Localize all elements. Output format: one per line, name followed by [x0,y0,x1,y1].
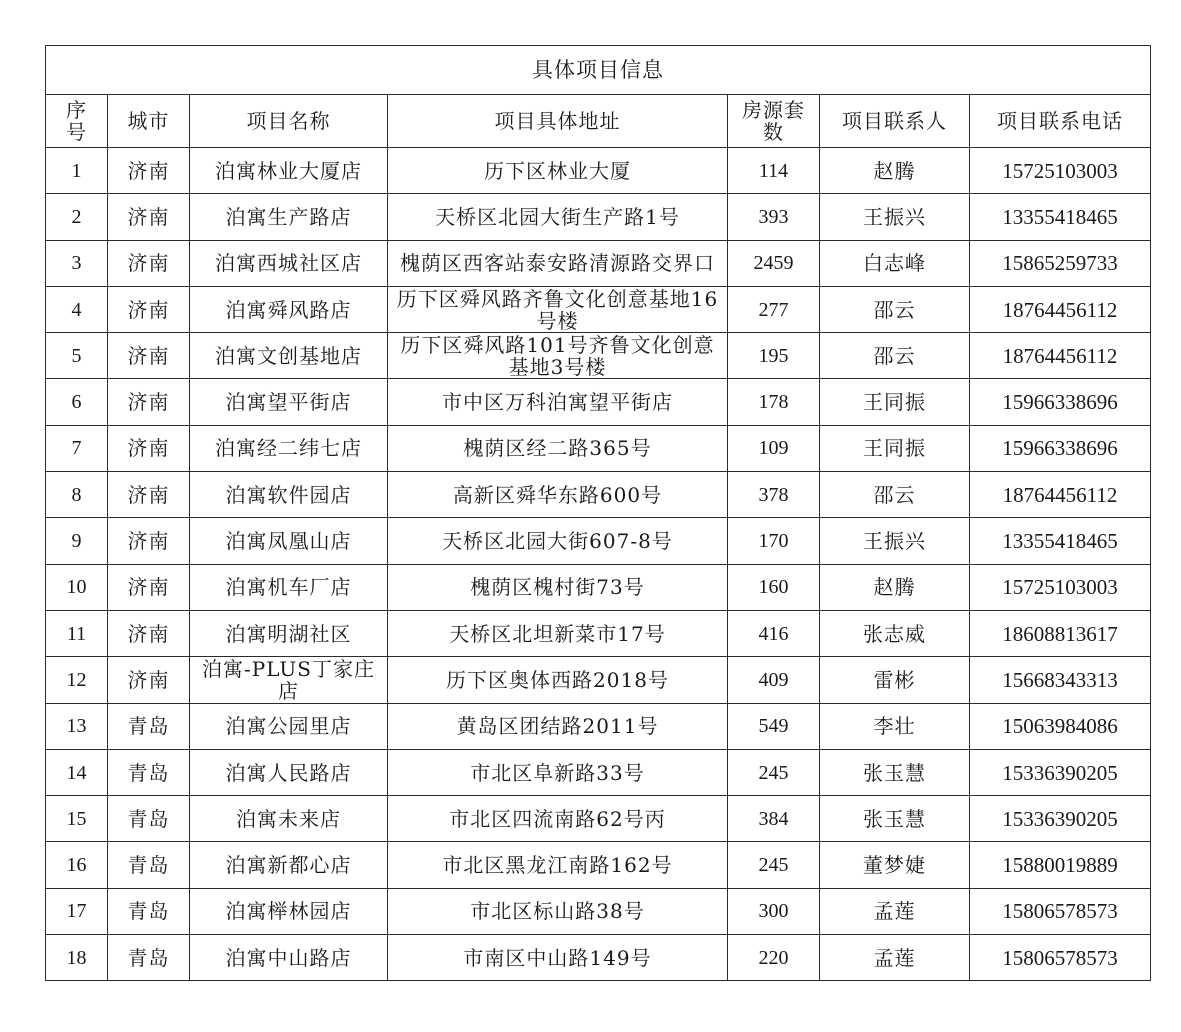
cell-units: 378 [728,472,820,518]
cell-units: 245 [728,842,820,888]
cell-contact: 王振兴 [820,194,970,240]
cell-units: 384 [728,796,820,842]
cell-contact: 邵云 [820,286,970,332]
table-row [46,888,1151,934]
table-row [46,379,1151,425]
cell-contact: 白志峰 [820,240,970,286]
cell-address: 槐荫区经二路365号 [388,425,728,471]
cell-address: 槐荫区槐村街73号 [388,564,728,610]
cell-city: 济南 [108,564,190,610]
cell-address: 天桥区北园大街607-8号 [388,518,728,564]
cell-contact: 王振兴 [820,518,970,564]
cell-index: 9 [46,518,108,564]
cell-index: 3 [46,240,108,286]
cell-index: 13 [46,703,108,749]
cell-phone: 18764456112 [970,472,1151,518]
table-row [46,472,1151,518]
cell-project-name: 泊寓机车厂店 [190,564,388,610]
cell-index: 15 [46,796,108,842]
cell-address: 天桥区北园大街生产路1号 [388,194,728,240]
cell-city: 济南 [108,518,190,564]
cell-contact: 邵云 [820,472,970,518]
cell-address: 历下区舜风路齐鲁文化创意基地16号楼 [388,286,728,332]
cell-address: 市北区黑龙江南路162号 [388,842,728,888]
cell-phone: 18608813617 [970,610,1151,656]
cell-city: 青岛 [108,796,190,842]
cell-contact: 王同振 [820,379,970,425]
cell-contact: 孟莲 [820,935,970,981]
cell-contact: 赵腾 [820,148,970,194]
cell-city: 济南 [108,379,190,425]
cell-units: 114 [728,148,820,194]
cell-index: 16 [46,842,108,888]
cell-index: 5 [46,333,108,379]
cell-city: 济南 [108,240,190,286]
cell-units: 409 [728,657,820,703]
cell-project-name: 泊寓明湖社区 [190,610,388,656]
cell-units: 300 [728,888,820,934]
cell-contact: 李壮 [820,703,970,749]
cell-contact: 张玉慧 [820,796,970,842]
cell-units: 416 [728,610,820,656]
cell-address: 历下区林业大厦 [388,148,728,194]
cell-phone: 18764456112 [970,333,1151,379]
cell-index: 10 [46,564,108,610]
cell-address: 历下区奥体西路2018号 [388,657,728,703]
table-row [46,564,1151,610]
cell-city: 济南 [108,610,190,656]
cell-contact: 张志威 [820,610,970,656]
cell-address: 黄岛区团结路2011号 [388,703,728,749]
cell-city: 济南 [108,657,190,703]
cell-contact: 雷彬 [820,657,970,703]
table-row [46,194,1151,240]
cell-phone: 15336390205 [970,749,1151,795]
cell-project-name: 泊寓凤凰山店 [190,518,388,564]
cell-project-name: 泊寓西城社区店 [190,240,388,286]
table-title: 具体项目信息 [46,46,1151,95]
cell-city: 济南 [108,472,190,518]
cell-project-name: 泊寓未来店 [190,796,388,842]
header-units: 房源套数 [728,95,820,148]
cell-phone: 15336390205 [970,796,1151,842]
cell-phone: 15806578573 [970,935,1151,981]
cell-city: 青岛 [108,842,190,888]
cell-project-name: 泊寓中山路店 [190,935,388,981]
cell-project-name: 泊寓榉林园店 [190,888,388,934]
cell-city: 济南 [108,148,190,194]
cell-contact: 张玉慧 [820,749,970,795]
cell-address: 市北区标山路38号 [388,888,728,934]
project-info-table [45,45,1151,981]
cell-units: 245 [728,749,820,795]
cell-city: 青岛 [108,935,190,981]
cell-address: 市北区阜新路33号 [388,749,728,795]
cell-index: 6 [46,379,108,425]
cell-units: 160 [728,564,820,610]
table-row [46,935,1151,981]
table-row [46,240,1151,286]
cell-contact: 赵腾 [820,564,970,610]
cell-units: 109 [728,425,820,471]
cell-index: 4 [46,286,108,332]
table-row [46,796,1151,842]
cell-units: 393 [728,194,820,240]
cell-units: 178 [728,379,820,425]
cell-city: 济南 [108,333,190,379]
cell-project-name: 泊寓经二纬七店 [190,425,388,471]
cell-index: 14 [46,749,108,795]
cell-project-name: 泊寓文创基地店 [190,333,388,379]
cell-index: 1 [46,148,108,194]
cell-project-name: 泊寓-PLUS丁家庄店 [190,657,388,703]
table-row [46,749,1151,795]
cell-phone: 15725103003 [970,148,1151,194]
header-address: 项目具体地址 [388,95,728,148]
cell-city: 济南 [108,286,190,332]
table-row [46,657,1151,703]
cell-units: 195 [728,333,820,379]
cell-units: 220 [728,935,820,981]
cell-city: 济南 [108,425,190,471]
cell-index: 12 [46,657,108,703]
cell-city: 青岛 [108,888,190,934]
cell-phone: 15966338696 [970,425,1151,471]
cell-index: 18 [46,935,108,981]
cell-index: 8 [46,472,108,518]
cell-units: 2459 [728,240,820,286]
table-row [46,148,1151,194]
cell-phone: 15063984086 [970,703,1151,749]
cell-contact: 王同振 [820,425,970,471]
cell-index: 11 [46,610,108,656]
cell-address: 市南区中山路149号 [388,935,728,981]
table-row [46,703,1151,749]
cell-address: 天桥区北坦新菜市17号 [388,610,728,656]
cell-project-name: 泊寓人民路店 [190,749,388,795]
cell-address: 槐荫区西客站泰安路清源路交界口 [388,240,728,286]
cell-units: 277 [728,286,820,332]
cell-city: 青岛 [108,703,190,749]
header-index: 序号 [46,95,108,148]
table-body [46,148,1151,981]
cell-project-name: 泊寓林业大厦店 [190,148,388,194]
cell-index: 7 [46,425,108,471]
table-row [46,425,1151,471]
cell-phone: 15806578573 [970,888,1151,934]
cell-phone: 15865259733 [970,240,1151,286]
cell-phone: 15880019889 [970,842,1151,888]
cell-project-name: 泊寓望平街店 [190,379,388,425]
cell-index: 17 [46,888,108,934]
table-row [46,610,1151,656]
cell-phone: 15966338696 [970,379,1151,425]
header-contact: 项目联系人 [820,95,970,148]
table-row [46,286,1151,332]
cell-contact: 董梦婕 [820,842,970,888]
header-phone: 项目联系电话 [970,95,1151,148]
table-row [46,842,1151,888]
table-row [46,333,1151,379]
cell-phone: 13355418465 [970,518,1151,564]
cell-address: 高新区舜华东路600号 [388,472,728,518]
cell-units: 549 [728,703,820,749]
cell-contact: 孟莲 [820,888,970,934]
cell-project-name: 泊寓舜风路店 [190,286,388,332]
cell-address: 市中区万科泊寓望平街店 [388,379,728,425]
cell-phone: 15725103003 [970,564,1151,610]
cell-project-name: 泊寓公园里店 [190,703,388,749]
cell-project-name: 泊寓生产路店 [190,194,388,240]
cell-city: 济南 [108,194,190,240]
cell-address: 历下区舜风路101号齐鲁文化创意基地3号楼 [388,333,728,379]
cell-address: 市北区四流南路62号丙 [388,796,728,842]
cell-phone: 18764456112 [970,286,1151,332]
cell-city: 青岛 [108,749,190,795]
header-name: 项目名称 [190,95,388,148]
header-city: 城市 [108,95,190,148]
cell-contact: 邵云 [820,333,970,379]
cell-index: 2 [46,194,108,240]
cell-units: 170 [728,518,820,564]
cell-project-name: 泊寓新都心店 [190,842,388,888]
table-row [46,518,1151,564]
cell-project-name: 泊寓软件园店 [190,472,388,518]
cell-phone: 13355418465 [970,194,1151,240]
cell-phone: 15668343313 [970,657,1151,703]
